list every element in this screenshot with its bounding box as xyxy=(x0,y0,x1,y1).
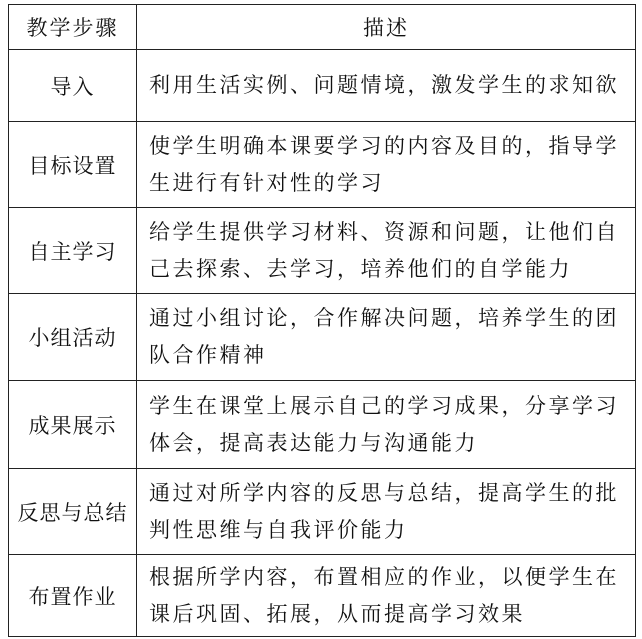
table-row xyxy=(9,294,636,381)
description-cell: 根据所学内容，布置相应的作业，以便学生在课后巩固、拓展，从而提高学习效果 xyxy=(137,555,636,637)
description-cell: 通过小组讨论，合作解决问题，培养学生的团队合作精神 xyxy=(137,294,636,381)
description-cell: 利用生活实例、问题情境，激发学生的求知欲 xyxy=(137,50,636,122)
step-cell: 目标设置 xyxy=(9,122,137,208)
step-cell: 导入 xyxy=(9,50,137,122)
table-row xyxy=(9,469,636,555)
step-cell: 反思与总结 xyxy=(9,469,137,555)
header-description: 描述 xyxy=(137,5,636,50)
step-cell: 自主学习 xyxy=(9,208,137,294)
step-cell: 布置作业 xyxy=(9,555,137,637)
description-cell: 给学生提供学习材料、资源和问题，让他们自己去探索、去学习，培养他们的自学能力 xyxy=(137,208,636,294)
table-row xyxy=(9,208,636,294)
teaching-steps-table xyxy=(8,4,636,637)
header-step: 教学步骤 xyxy=(9,5,137,50)
teaching-steps-table-container xyxy=(8,4,636,635)
step-cell: 成果展示 xyxy=(9,381,137,469)
description-cell: 通过对所学内容的反思与总结，提高学生的批判性思维与自我评价能力 xyxy=(137,469,636,555)
description-cell: 使学生明确本课要学习的内容及目的，指导学生进行有针对性的学习 xyxy=(137,122,636,208)
step-cell: 小组活动 xyxy=(9,294,137,381)
table-row xyxy=(9,381,636,469)
table-row xyxy=(9,555,636,637)
table-row xyxy=(9,50,636,122)
table-header-row xyxy=(9,5,636,50)
description-cell: 学生在课堂上展示自己的学习成果，分享学习体会，提高表达能力与沟通能力 xyxy=(137,381,636,469)
table-row xyxy=(9,122,636,208)
